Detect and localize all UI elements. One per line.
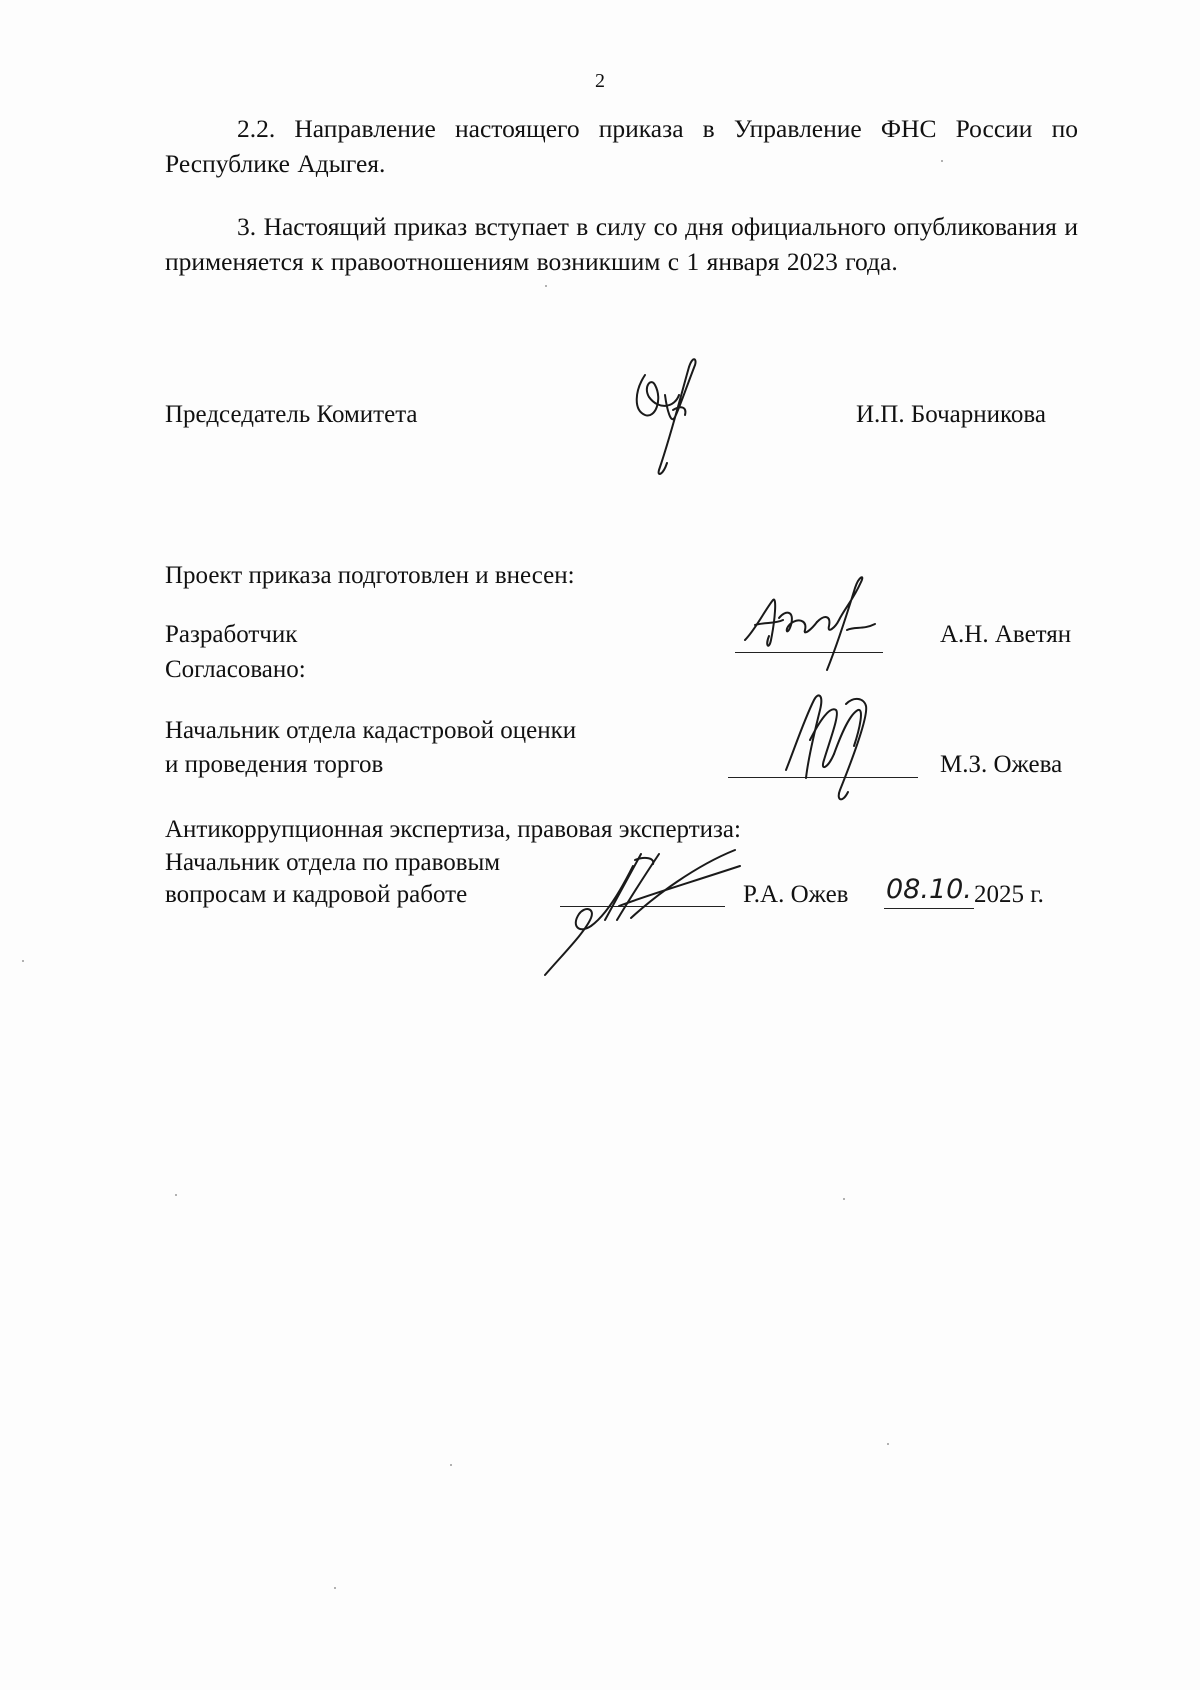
legal-head-role-line2: вопросам и кадровой работе — [165, 881, 468, 908]
cadastral-head-role-line1: Начальник отдела кадастровой оценки — [165, 717, 577, 744]
developer-role: Разработчик — [165, 621, 298, 648]
paragraph-3: 3. Настоящий приказ вступает в силу со дня официального опубликования и применяется к правоотношениям возникшим с 1 января 2023 года. — [165, 212, 1078, 276]
legal-head-date-year: 2025 г. — [974, 881, 1044, 908]
cadastral-head-signature — [780, 680, 910, 810]
scan-speck — [843, 1198, 845, 1200]
scan-speck — [450, 1464, 452, 1466]
legal-head-name: Р.А. Ожев — [743, 881, 849, 908]
cadastral-head-role-line2: и проведения торгов — [165, 751, 384, 778]
developer-name: А.Н. Аветян — [940, 621, 1072, 648]
legal-head-handwritten-date: 08.10. — [886, 874, 972, 905]
expertise-heading: Антикоррупционная экспертиза, правовая экспертиза: — [165, 816, 741, 843]
chairman-name: И.П. Бочарникова — [856, 401, 1046, 428]
scan-speck — [334, 1587, 336, 1589]
date-underline — [884, 908, 974, 909]
scan-speck — [545, 285, 547, 287]
chairman-signature — [615, 355, 725, 480]
legal-head-signature — [535, 840, 755, 980]
page-number: 2 — [595, 70, 605, 92]
scan-speck — [941, 160, 943, 162]
chairman-position: Председатель Комитета — [165, 401, 418, 428]
scan-speck — [175, 1194, 177, 1196]
paragraph-2-2: 2.2. Направление настоящего приказа в Управление ФНС России по Республике Адыгея. — [165, 114, 1078, 178]
scan-speck — [22, 960, 24, 962]
project-heading: Проект приказа подготовлен и внесен: — [165, 562, 575, 589]
legal-head-role-line1: Начальник отдела по правовым — [165, 849, 501, 876]
agreed-label: Согласовано: — [165, 656, 306, 683]
cadastral-head-name: М.З. Ожева — [940, 751, 1063, 778]
developer-signature — [735, 570, 905, 680]
scan-speck — [887, 1443, 889, 1445]
